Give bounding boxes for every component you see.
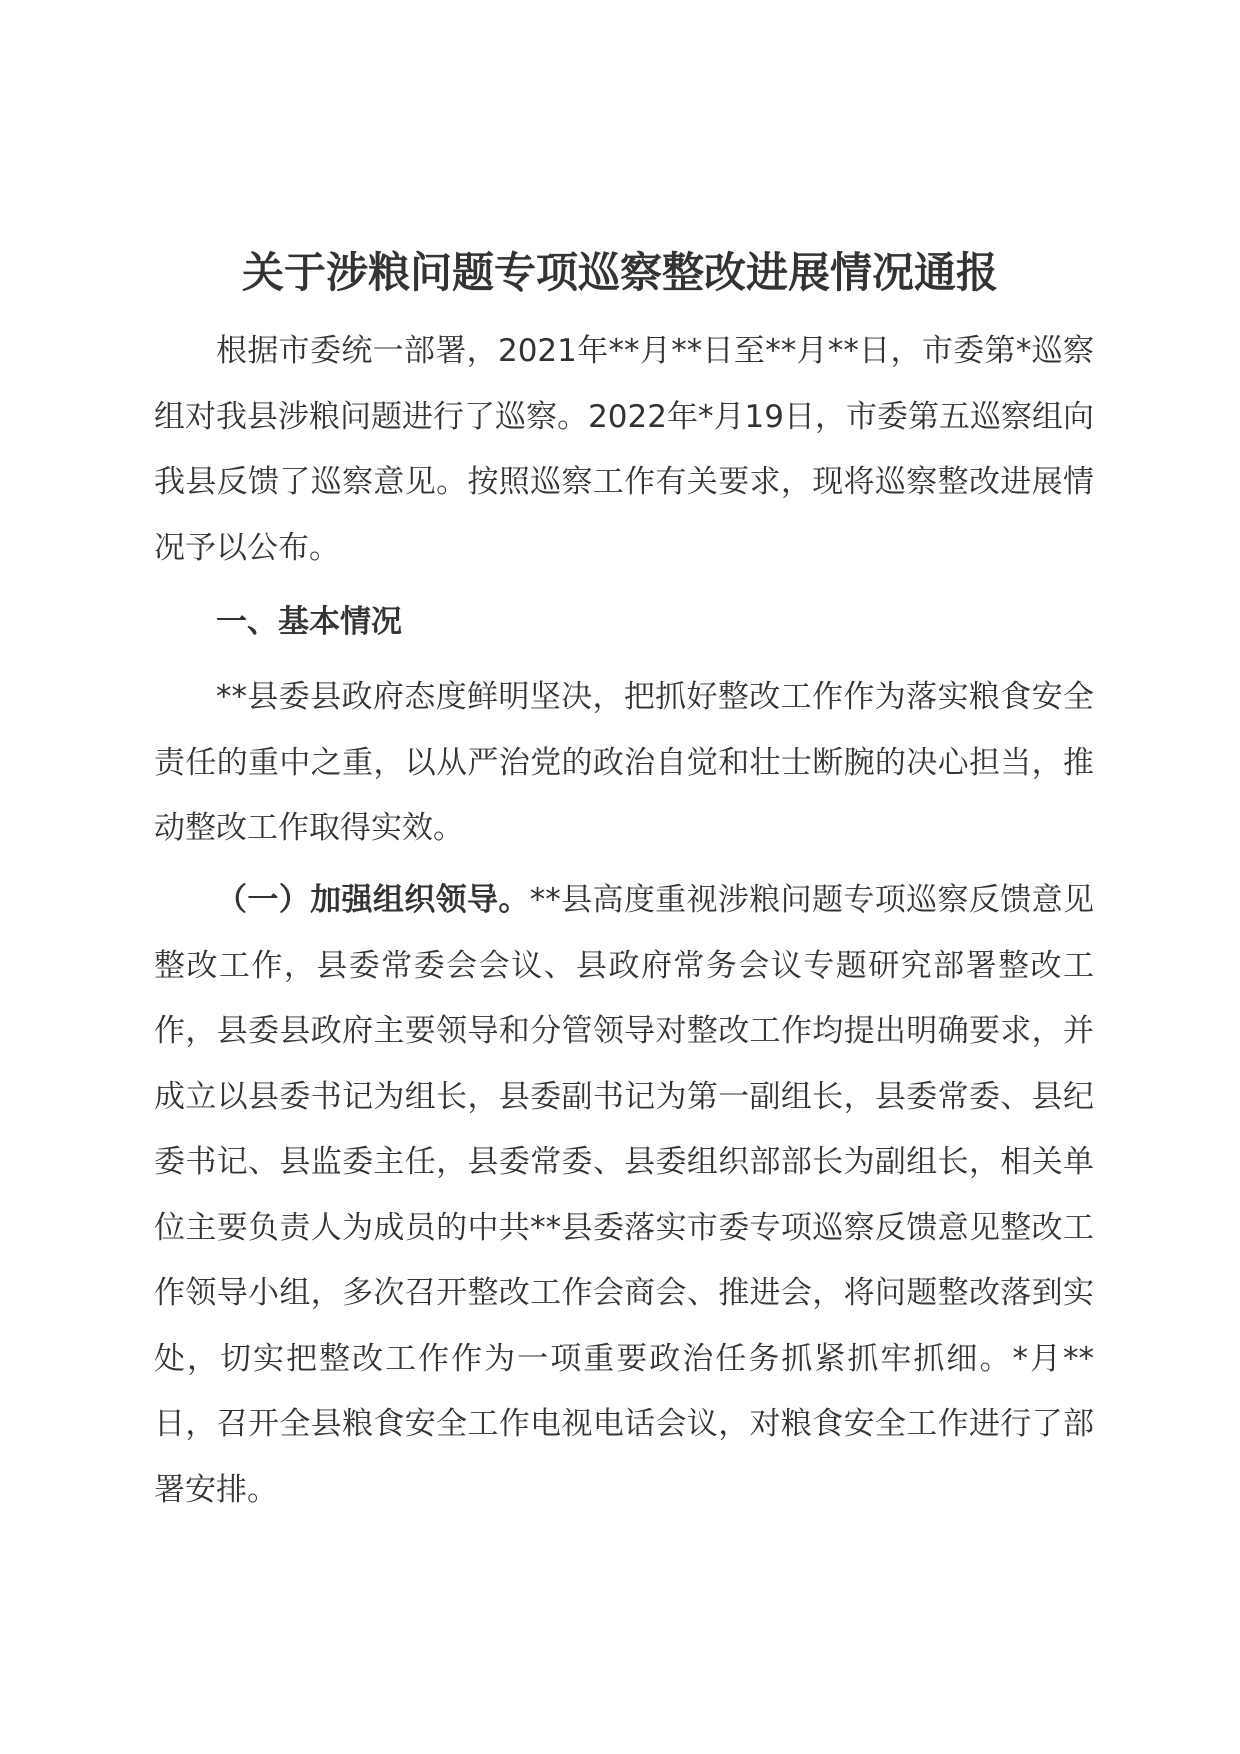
section-paragraph: **县委县政府态度鲜明坚决，把抓好整改工作作为落实粮食安全责任的重中之重，以从严治党的政治自觉和壮士断腕的决心担当，推动整改工作取得实效。 <box>154 679 1094 846</box>
subsection-paragraph <box>154 868 1094 1523</box>
subsection-lead: （一）加强组织领导。 <box>216 882 530 918</box>
subsection-text: **县高度重视涉粮问题专项巡察反馈意见整改工作，县委常委会会议、县政府常务会议专题研究部署整改工作，县委县政府主要领导和分管领导对整改工作均提出明确要求，并成立以县委书记为组长，县委副书记为第一副组长，县委常委、县纪委书记、县监委主任，县委常委、县委组织部部长为副组长，相关单位主要负责人为成员的中共**县委落实市委专项巡察反馈意见整改工作领导小组，多次召开整改工作会商会、推进会，将问题整改落到实处，切实把整改工作作为一项重要政治任务抓紧抓牢抓细。*月**日，召开全县粮食安全工作电视电话会议，对粮食安全工作进行了部署安排。 <box>154 882 1094 1508</box>
document-title: 关于涉粮问题专项巡察整改进展情况通报 <box>241 248 998 297</box>
section-heading: 一、基本情况 <box>216 604 402 640</box>
intro-paragraph: 根据市委统一部署，2021年**月**日至**月**日，市委第*巡察组对我县涉粮问题进行了巡察。2022年*月19日，市委第五巡察组向我县反馈了巡察意见。按照巡察工作有关要求，现将巡察整改进展情况予以公布。 <box>154 333 1094 566</box>
